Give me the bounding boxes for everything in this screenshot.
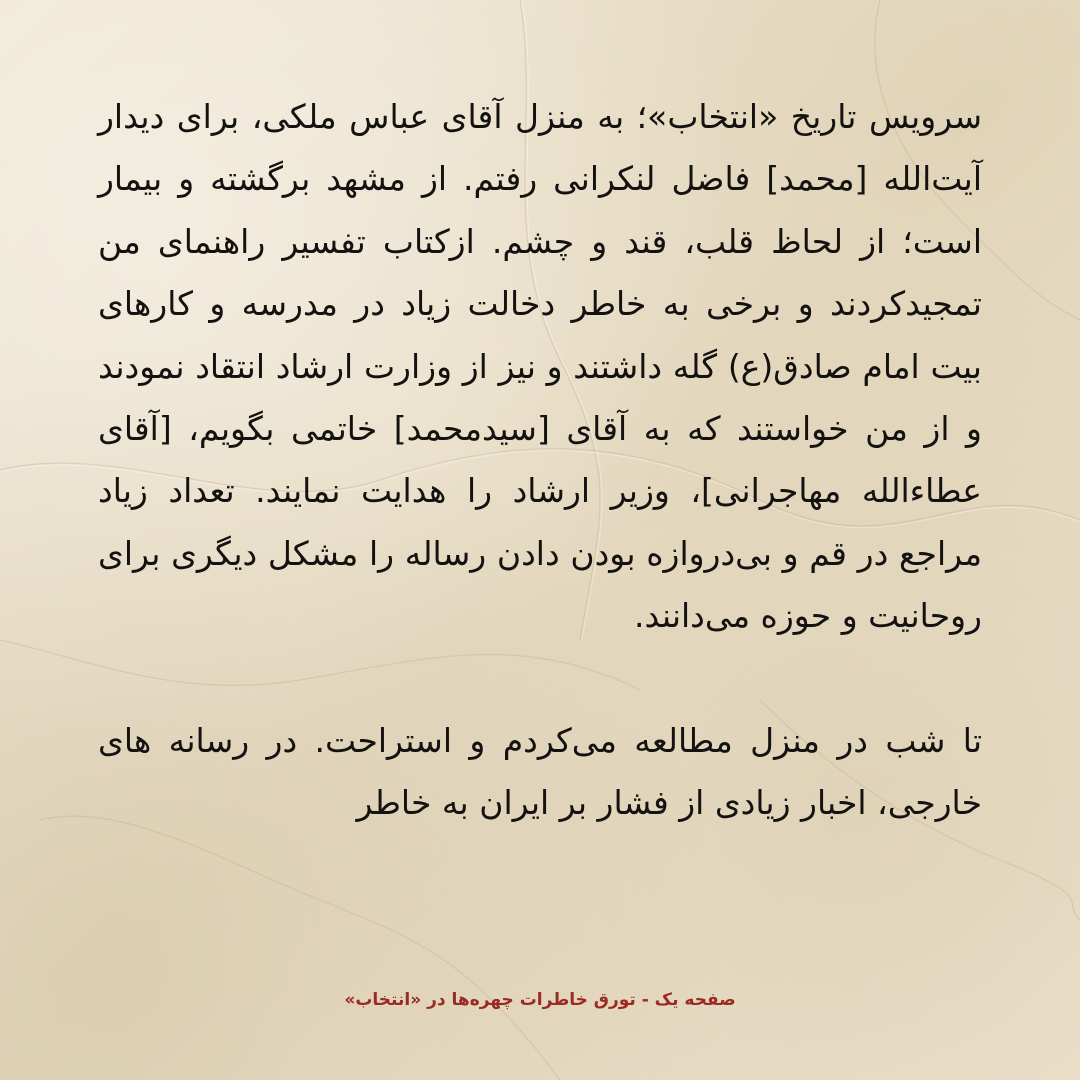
memoir-paragraph-1: سرویس تاریخ «انتخاب»؛ به منزل آقای عباس ملکی، برای دیدار آیت‌الله [محمد] فاضل لنکرانی رفتم. از مشهد برگشته و بیمار است؛ از لحاظ قلب، قند و چشم. ازکتاب تفسیر راهنمای من تمجیدکردند و برخی به خاطر دخالت زیاد در مدرسه و کارهای بیت امام صادق(ع) گله داشتند و نیز از وزارت ارشاد انتقاد نمودند و از من خواستند که به آقای [سیدمحمد] خاتمی بگویم، [آقای عطاءالله مهاجرانی]، وزیر ارشاد را هدایت نمایند. تعداد زیاد مراجع در قم و بی‌دروازه بودن دادن رساله را مشکل دیگری برای روحانیت و حوزه می‌دانند. [98, 97, 982, 636]
memoir-paragraph-2: تا شب در منزل مطالعه می‌کردم و استراحت. در رسانه های خارجی، اخبار زیادی از فشار بر ایران به خاطر [98, 720, 982, 823]
paragraph-spacer [98, 648, 982, 710]
page-footer-caption: صفحه یک - تورق خاطرات چهره‌ها در «انتخاب» [344, 990, 736, 1010]
memoir-page [98, 86, 982, 986]
